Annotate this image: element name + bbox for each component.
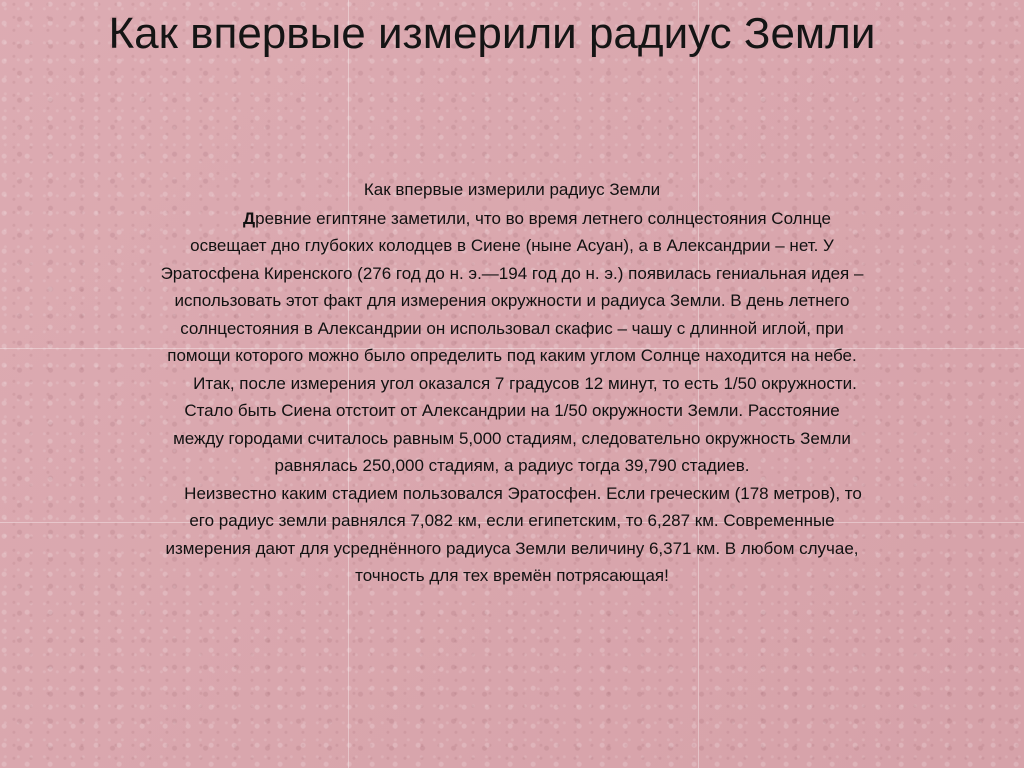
slide-title: Как впервые измерили радиус Земли: [108, 9, 876, 58]
slide-body: [160, 176, 864, 590]
paragraph-ancient-egyptians: [160, 205, 864, 370]
paragraph-measurement: Итак, после измерения угол оказался 7 градусов 12 минут, то есть 1/50 окружности. Стало быть Сиена отстоит от Александрии на 1/50 окружности Земли. Расстояние между городами считалось равным 5,000 стадиям, следовательно окружность Земли равнялась 250,000 стадиям, а радиус тогда 39,790 стадиев.: [173, 373, 857, 475]
body-subtitle: Как впервые измерили радиус Земли: [363, 180, 661, 199]
paragraph-text: ревние египтяне заметили, что во время летнего солнцестояния Солнце освещает дно глубоких колодцев в Сиене (ныне Асуан), а в Александрии – нет. У Эратосфена Киренского (276 год до н. э.—194 год до н. э.) появилась гениальная идея – использовать этот факт для измерения окружности и радиуса Земли. В день летнего солнцестояния в Александрии он использовал скафис – чашу с длинной иглой, при помощи которого можно было определить под каким углом Солнце находится на небе.: [160, 208, 864, 365]
paragraph-conclusion: Неизвестно каким стадием пользовался Эратосфен. Если греческим (178 метров), то его радиус земли равнялся 7,082 км, если египетским, то 6,287 км. Современные измерения дают для усреднённого радиуса Земли величину 6,371 км. В любом случае, точность для тех времён потрясающая!: [165, 483, 862, 585]
paragraph-drop-letter: Д: [243, 208, 256, 228]
